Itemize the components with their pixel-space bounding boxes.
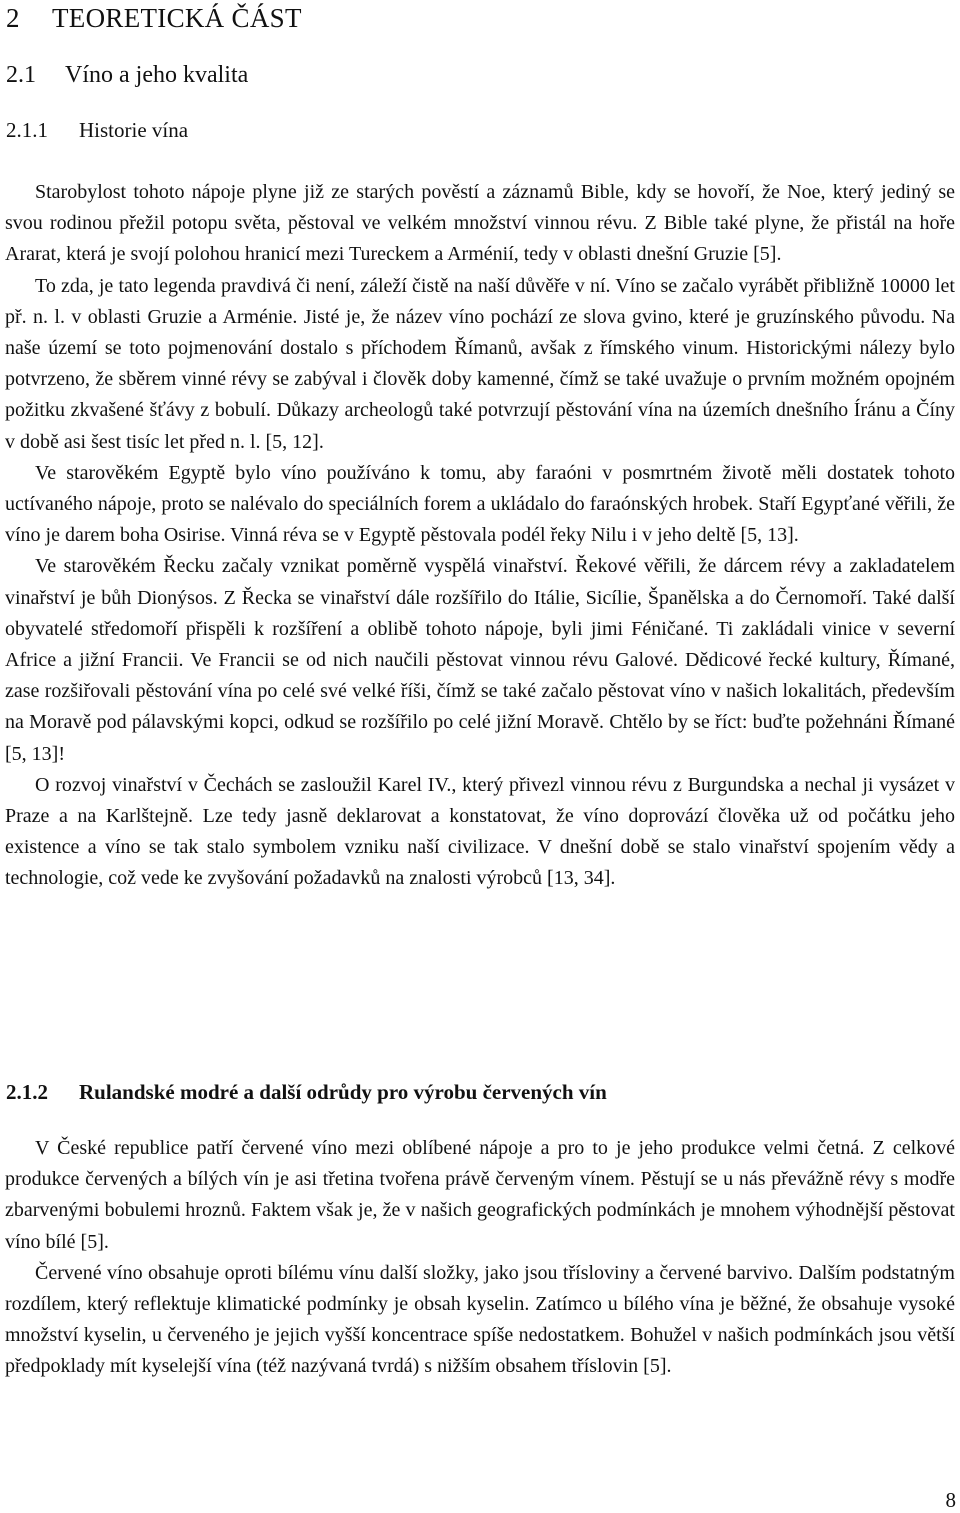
section-title: Víno a jeho kvalita [65,62,249,88]
section-number: 2.1 [6,62,36,88]
paragraph: O rozvoj vinařství v Čechách se zasloužil Karel IV., který přivezl vinnou révu z Burgundska a nechal ji vysázet v Praze a na Karlštejně. Lze tedy jasně deklarovat a konstatovat, že víno doprovází člověka už od počátku jeho existence a víno se tak stalo symbolem vzniku naší civilizace. V dnešní době se stalo vinařství spojením vědy a technologie, což vede ke zvyšování požadavků na znalosti výrobců [13, 34]. [5,773,955,890]
subsection-heading-varieties [6,1077,607,1107]
chapter-heading [6,2,302,34]
chapter-number: 2 [6,3,20,33]
page-number: 8 [945,1488,956,1512]
paragraph: Ve starověkém Řecku začaly vznikat poměrně vyspělá vinařství. Řekové věřili, že dárcem révy a zakladatelem vinařství je bůh Dionýsos. Z Řecka se vinařství dále rozšířilo do Itálie, Sicílie, Španělska a do Černomoří. Také další obyvatelé středomoří přispěli k rozšíření a oblibě tohoto nápoje, byli jimi Féničané. Ti zakládali vinice v severní Africe a jižní Francii. Ve Francii se od nich naučili pěstovat vinnou révu Galové. Dědicové řecké kultury, Římané, zase rozšiřovali pěstování vína po celé své velké říši, čímž se také začalo pěstovat víno v našich lokalitách, především na Moravě pod pálavskými kopci, odkud se rozšířilo po celé jižní Moravě. Chtělo by se říct: buďte požehnáni Římané [5, 13]! [5,555,955,765]
section-heading [6,60,248,90]
subsection-heading-history [6,115,188,145]
subsection-number: 2.1.1 [6,118,48,142]
subsection-title: Historie vína [79,118,189,142]
subsection-number: 2.1.2 [6,1080,48,1104]
paragraph: Ve starověkém Egyptě bylo víno používáno k tomu, aby faraóni v posmrtném životě měli dostatek tohoto uctívaného nápoje, proto se nalévalo do speciálních forem a ukládalo do faraónských hrobek. Staří Egypťané věřili, že víno je darem boha Osirise. Vinná réva se v Egyptě pěstovala podél řeky Nilu i v jeho deltě [5, 13]. [5,461,955,547]
paragraph: Červené víno obsahuje oproti bílému vínu další složky, jako jsou třísloviny a červené barvivo. Dalším podstatným rozdílem, který reflektuje klimatické podmínky je obsah kyselin. Zatímco u bílého vína je běžné, že obsahuje vysoké množství kyselin, u červeného je jejich vyšší koncentrace spíše nedostatkem. Bohužel v našich podmínkách jsou větší předpoklady mít kyselejší vína (též nazývaná tvrdá) s nižším obsahem tříslovin [5]. [5,1261,955,1378]
chapter-title: TEORETICKÁ ČÁST [52,3,302,33]
varieties-body [5,1133,955,1383]
paragraph: Starobylost tohoto nápoje plyne již ze starých pověstí a záznamů Bible, kdy se hovoří, že Noe, který jediný se svou rodinou přežil potopu světa, pěstoval ve velkém množství vinnou révu. Z Bible také plyne, že přistál na hoře Ararat, která je svojí polohou hranicí mezi Tureckem a Arménií, tedy v oblasti dnešní Gruzie [5]. [5,181,955,266]
subsection-title: Rulandské modré a další odrůdy pro výrobu červených vín [79,1080,607,1104]
paragraph: To zda, je tato legenda pravdivá či není, záleží čistě na naší důvěře v ní. Víno se začalo vyrábět přibližně 10000 let př. n. l. v oblasti Gruzie a Arménie. Jisté je, že název víno pochází ze slova gvino, které je gruzínského původu. Na naše území se toto pojmenování dostalo s příchodem Římanů, avšak z římského vinum. Historickými nálezy bylo potvrzeno, že sběrem vinné révy se zabýval i člověk doby kamenné, čímž se také uvažuje o prvním možném opojném požitku zkvašené šťávy z bobulí. Důkazy archeologů také potvrzují pěstování vína na územích dnešního Íránu a Číny v době asi šest tisíc let před n. l. [5, 12]. [5,274,955,453]
history-body [5,177,955,895]
paragraph: V České republice patří červené víno mezi oblíbené nápoje a pro to je jeho produkce velmi četná. Z celkové produkce červených a bílých vín je asi třetina tvořena právě červeným vínem. Pěstují se u nás převážně révy s modře zbarvenými bobulemi hroznů. Faktem však je, že v našich geografických podmínkách je mnohem výhodnější pěstovat víno bílé [5]. [5,1137,955,1253]
